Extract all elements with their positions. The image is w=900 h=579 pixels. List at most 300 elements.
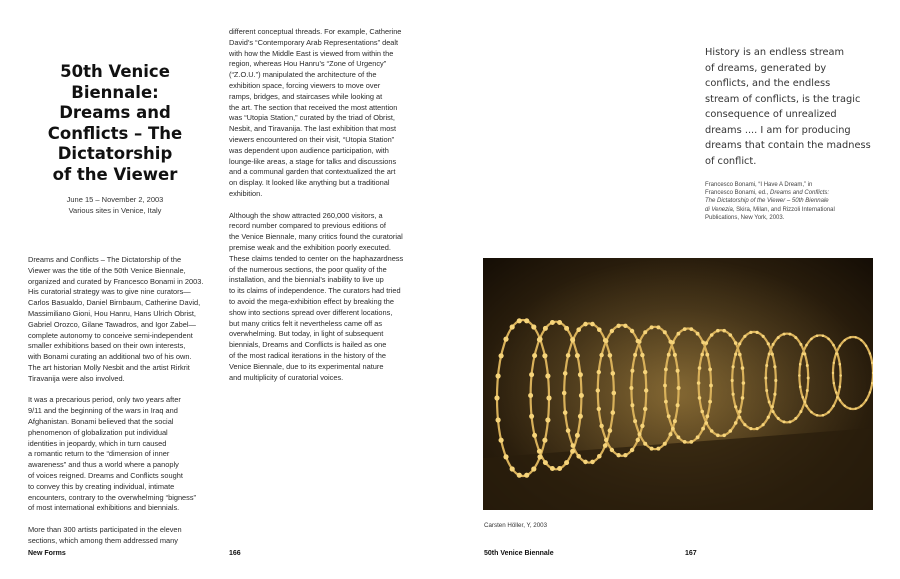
body-text-line: to its claims of independence. The curators had tried <box>229 286 401 296</box>
lamp-bulb <box>799 363 802 366</box>
body-text-line: Venice Biennale, due to its experimental nature <box>229 361 384 371</box>
exhibition-venue: Various sites in Venice, Italy <box>68 206 162 215</box>
title-line: of the Viewer <box>52 164 178 184</box>
lamp-bulb <box>710 429 714 433</box>
lamp-bulb <box>839 399 841 401</box>
lamp-bulb <box>701 427 705 431</box>
title-line: Conflicts – The <box>47 123 183 143</box>
lamp-bulb <box>557 320 562 325</box>
lamp-bulb <box>677 386 681 390</box>
body-text-line: with Bonami curating an additional two of his own. <box>28 352 192 362</box>
installation-photo <box>483 258 873 510</box>
page-title <box>20 62 210 185</box>
lamp-bulb <box>772 410 775 413</box>
lamp-bulb <box>608 353 613 358</box>
body-text-line: biennials, Dreams and Conflicts is hailed as one <box>229 340 387 350</box>
quote-line: dreams .... I am for producing <box>705 124 851 136</box>
body-text-line: The art historian Molly Nesbit and the artist Rirkrit <box>28 362 190 372</box>
lamp-bulb <box>734 353 737 356</box>
lamp-bulb <box>638 432 642 436</box>
body-text-line: was dependent upon audience participation, with <box>229 145 389 155</box>
lamp-bulb <box>756 331 759 334</box>
lamp-bulb <box>734 405 737 408</box>
lamp-bulb <box>656 325 660 329</box>
lamp-bulb <box>855 407 857 409</box>
lamp-bulb <box>664 400 668 404</box>
lamp-bulb <box>667 414 671 418</box>
lamp-bulb <box>771 353 774 356</box>
lamp-bulb <box>810 338 813 341</box>
lamp-bulb <box>608 428 613 433</box>
body-text-line: overwhelming. But today, in light of subsequent <box>229 329 384 339</box>
lamp-bulb <box>542 438 547 443</box>
quote-line: History is an endless stream <box>705 47 845 58</box>
lamp-bulb <box>532 353 537 358</box>
lamp-bulb <box>630 448 634 452</box>
lamp-bulb <box>783 333 786 336</box>
lamp-bulb <box>599 424 603 428</box>
lamp-bulb <box>550 320 555 325</box>
paragraph-gap <box>28 514 203 525</box>
citation-line <box>705 206 835 214</box>
lamp-bulb <box>836 396 839 399</box>
lamp-bulb <box>771 405 774 408</box>
lamp-bulb <box>860 339 862 341</box>
lamp-bulb <box>732 393 735 396</box>
lamp-bulb <box>603 443 608 448</box>
lamp-bulb <box>537 454 542 459</box>
lamp-bulb <box>640 353 644 357</box>
lamp-bulb <box>531 466 536 471</box>
lamp-bulb <box>799 343 802 346</box>
body-text-line: exhibition space, forcing viewers to move over <box>229 80 381 90</box>
lamp-bulb <box>583 322 588 327</box>
lamp-bulb <box>529 414 534 419</box>
lamp-bulb <box>623 453 627 457</box>
lamp-bulb <box>611 371 616 376</box>
lamp-bulb <box>564 326 569 331</box>
lamp-bulb <box>833 382 835 384</box>
lamp-bulb <box>570 449 575 454</box>
lamp-bulb <box>633 419 637 423</box>
lamp-bulb <box>630 369 634 373</box>
lamp-bulb <box>849 407 851 409</box>
title-line: Dreams and <box>59 103 171 122</box>
lamp-bulb <box>529 372 534 377</box>
lamp-bulb <box>576 454 581 459</box>
body-text-line: (“Z.O.U.”) manipulated the architecture of the <box>229 70 377 80</box>
lamp-bulb <box>590 460 595 465</box>
lamp-bulb <box>537 337 542 342</box>
body-column-1 <box>28 255 203 547</box>
lamp-bulb <box>732 365 735 368</box>
body-text-line: region, whereas Hou Hanru’s “Zone of Urgency” <box>229 59 387 69</box>
lamp-bulb <box>689 327 693 331</box>
lamp-bulb <box>667 353 671 357</box>
lamp-bulb <box>742 381 746 385</box>
lamp-bulb <box>860 405 862 407</box>
lamp-bulb <box>643 407 647 411</box>
quote-line: of conflict. <box>705 155 757 167</box>
citation-line <box>705 189 835 197</box>
lamp-bulb <box>546 395 551 400</box>
body-text-line: More than 300 artists participated in the eleven <box>28 524 182 534</box>
lamp-bulb <box>644 388 648 392</box>
citation-line: Francesco Bonami, “I Have A Dream,” in <box>705 182 813 188</box>
lamp-bulb <box>839 374 842 377</box>
lamp-bulb <box>832 405 835 408</box>
lamp-bulb <box>803 401 806 404</box>
quote-citation <box>705 181 835 222</box>
lamp-bulb <box>801 353 804 356</box>
lamp-rings-illustration <box>483 258 873 510</box>
lamp-bulb <box>749 331 752 334</box>
body-text-line: Dreams and Conflicts – The Dictatorship of the <box>28 255 182 264</box>
body-text-line: record number compared to previous editions of <box>229 221 386 231</box>
body-text-line: Nesbit, and Tiravanija. The last exhibition that most <box>229 124 397 134</box>
lamp-bulb <box>664 368 668 372</box>
body-text-line: show into sections spread over different locations, <box>229 307 393 317</box>
lamp-bulb <box>749 427 752 430</box>
lamp-bulb <box>822 414 825 417</box>
lamp-bulb <box>630 403 634 407</box>
lamp-bulb <box>557 466 562 471</box>
lamp-bulb <box>729 429 733 433</box>
body-text-line: David’s “Contemporary Arab Representations” dealt <box>229 37 399 47</box>
lamp-bulb <box>545 417 550 422</box>
lamp-bulb <box>765 364 768 367</box>
citation-book-title: The Dictatorship of the Viewer – 50th Biennale <box>705 198 829 205</box>
lamp-bulb <box>517 318 522 323</box>
lamp-bulb <box>578 372 583 377</box>
citation-line <box>705 197 835 205</box>
body-text-line: smaller exhibitions based on their own interests, <box>28 341 186 351</box>
lamp-bulb <box>705 421 709 425</box>
lamp-bulb <box>524 473 529 478</box>
body-text-line: with how the Middle East is viewed from within the <box>229 48 394 58</box>
lamp-bulb <box>543 326 548 331</box>
body-text-line: of the numerous sections, the poor quality of the <box>229 264 387 274</box>
lamp-bulb <box>612 391 617 396</box>
body-text-line: of the most radical iterations in the history of the <box>229 350 386 360</box>
lamp-bulb <box>807 377 810 380</box>
lamp-bulb <box>616 453 620 457</box>
lamp-bulb <box>671 341 675 345</box>
lamp-bulb <box>676 403 680 407</box>
lamp-bulb <box>708 368 712 372</box>
lamp-bulb <box>590 322 595 327</box>
lamp-bulb <box>643 442 647 446</box>
lamp-bulb <box>762 423 765 426</box>
lamp-bulb <box>827 338 830 341</box>
body-text-line: premise weak and the exhibition poorly executed. <box>229 242 391 252</box>
body-text-line: of most international exhibitions and biennials. <box>28 503 180 513</box>
paragraph-gap <box>229 200 403 211</box>
lamp-bulb <box>499 438 504 443</box>
lamp-bulb <box>575 353 580 358</box>
body-text-line: on display. It looked like anything but a traditional <box>229 178 390 188</box>
lamp-bulb <box>716 329 720 333</box>
lamp-bulb <box>656 447 660 451</box>
body-text-line: organized and curated by Francesco Bonami in 2003. <box>28 276 204 286</box>
body-text-line: These claims tended to center on the haphazardness <box>229 253 404 263</box>
lamp-bulb <box>599 353 603 357</box>
lamp-bulb <box>705 341 709 345</box>
lamp-bulb <box>777 417 780 420</box>
lamp-bulb <box>623 324 627 328</box>
lamp-bulb <box>698 396 702 400</box>
lamp-bulb <box>869 391 871 393</box>
lamp-bulb <box>571 443 576 448</box>
lamp-bulb <box>762 335 765 338</box>
page-number-left: 166 <box>229 550 241 557</box>
lamp-bulb <box>697 381 701 385</box>
lamp-bulb <box>700 410 704 414</box>
quote-line: of dreams, generated by <box>705 62 827 74</box>
lamp-bulb <box>743 335 746 338</box>
lamp-bulb <box>849 336 851 338</box>
lamp-bulb <box>865 345 867 347</box>
lamp-bulb <box>835 352 837 354</box>
lamp-bulb <box>510 466 515 471</box>
lamp-bulb <box>844 405 846 407</box>
lamp-bulb <box>673 419 677 423</box>
lamp-bulb <box>564 460 569 465</box>
lamp-bulb <box>494 395 499 400</box>
lamp-bulb <box>816 334 819 337</box>
lamp-bulb <box>542 353 547 358</box>
lamp-bulb <box>855 336 857 338</box>
lamp-bulb <box>663 330 667 334</box>
citation-book-title: di Venezia <box>705 206 733 213</box>
lamp-bulb <box>640 424 644 428</box>
lamp-bulb <box>597 407 601 411</box>
lamp-bulb <box>531 324 536 329</box>
body-text-line: awareness” and thus a world where a panoply <box>28 460 179 470</box>
lamp-bulb <box>528 393 533 398</box>
lamp-bulb <box>669 432 673 436</box>
body-text-line: to convey this by creating individual, intimate <box>28 481 175 491</box>
lamp-bulb <box>611 410 616 415</box>
lamp-bulb <box>765 389 768 392</box>
lamp-bulb <box>844 339 846 341</box>
footer-section-right: 50th Venice Biennale <box>484 550 554 557</box>
footer-section-left: New Forms <box>28 550 66 557</box>
lamp-bulb <box>683 440 687 444</box>
lamp-bulb <box>777 336 780 339</box>
lamp-bulb <box>767 416 770 419</box>
pull-quote <box>705 45 871 169</box>
lamp-bulb <box>696 435 700 439</box>
lamp-bulb <box>696 332 700 336</box>
lamp-bulb <box>503 337 508 342</box>
lamp-bulb <box>806 389 809 392</box>
lamp-bulb <box>689 440 693 444</box>
body-text-line: Tiravanija were also involved. <box>28 373 125 383</box>
lamp-bulb <box>773 393 776 396</box>
quote-line: dreams that contain the madness <box>705 140 871 151</box>
body-text-line: Viewer was the title of the 50th Venice Biennale, <box>28 265 186 275</box>
lamp-bulb <box>738 410 742 414</box>
lamp-bulb <box>510 324 515 329</box>
lamp-bulb <box>835 391 837 393</box>
body-text-line: phenomenon of globalization put individual <box>28 427 168 437</box>
lamp-bulb <box>633 353 637 357</box>
lamp-bulb <box>663 442 667 446</box>
lamp-bulb <box>566 353 571 358</box>
body-text-line: the art. The section that received the most attention <box>229 102 398 112</box>
lamp-bulb <box>503 454 508 459</box>
citation-text: , Skira, Milan, and Rizzoli International <box>732 206 835 213</box>
lamp-bulb <box>772 343 775 346</box>
lamp-bulb <box>616 324 620 328</box>
lamp-bulb <box>734 421 738 425</box>
photo-caption: Carsten Höller, Y, 2003 <box>484 522 548 529</box>
lamp-bulb <box>677 332 681 336</box>
lamp-bulb <box>806 364 809 367</box>
lamp-bulb <box>798 374 801 377</box>
body-text-line: of voices reigned. Dreams and Conflicts sought <box>28 470 183 480</box>
lamp-bulb <box>563 410 568 415</box>
lamp-bulb <box>596 388 600 392</box>
lamp-bulb <box>722 434 726 438</box>
body-text-line: exhibition. <box>229 188 263 198</box>
lamp-bulb <box>729 333 733 337</box>
lamp-bulb <box>604 339 608 343</box>
lamp-bulb <box>839 363 842 366</box>
lamp-bulb <box>571 338 576 343</box>
lamp-bulb <box>839 345 841 347</box>
body-text-line: Although the show attracted 260,000 visitors, a <box>229 210 383 220</box>
lamp-bulb <box>709 384 713 388</box>
body-text-line: installation, and the biennial’s inability to live up <box>229 275 384 285</box>
lamp-bulb <box>816 414 819 417</box>
body-text-line: His curatorial strategy was to give nine curators— <box>28 287 191 297</box>
body-text-line: identities in jeopardy, which in turn caused <box>28 438 167 448</box>
lamp-bulb <box>705 414 709 418</box>
lamp-bulb <box>550 466 555 471</box>
citation-text: Francesco Bonami, ed., <box>705 190 771 197</box>
lamp-bulb <box>789 420 792 423</box>
lamp-bulb <box>768 401 771 404</box>
lamp-bulb <box>869 352 871 354</box>
lamp-bulb <box>801 396 804 399</box>
paragraph-gap <box>28 385 203 396</box>
lamp-bulb <box>677 435 681 439</box>
lamp-bulb <box>710 333 714 337</box>
title-line: 50th Venice <box>60 62 170 81</box>
lamp-bulb <box>738 342 741 345</box>
lamp-bulb <box>643 330 647 334</box>
body-text-line: It was a precarious period, only two years after <box>28 395 181 405</box>
lamp-bulb <box>701 341 705 345</box>
lamp-bulb <box>768 353 771 356</box>
exhibition-dates: June 15 – November 2, 2003 <box>66 195 164 204</box>
lamp-bulb <box>773 365 776 368</box>
citation-book-title: Dreams and Conflicts: <box>770 190 830 197</box>
lamp-bulb <box>610 329 614 333</box>
lamp-bulb <box>517 473 522 478</box>
lamp-bulb <box>578 414 583 419</box>
lamp-bulb <box>705 353 709 357</box>
lamp-bulb <box>524 318 529 323</box>
lamp-bulb <box>597 454 602 459</box>
lamp-bulb <box>764 377 767 380</box>
quote-line: stream of conflicts, is the tragic <box>705 93 861 105</box>
lamp-bulb <box>805 344 808 347</box>
body-text-line: viewers encountered on their visit, “Utopia Station” <box>229 134 395 144</box>
lamp-bulb <box>832 372 834 374</box>
body-text-line: complete autonomy to conceive semi-independent <box>28 330 193 340</box>
body-text-line: Massimiliano Gioni, Hou Hanru, Hans Ulrich Obrist, <box>28 308 196 318</box>
body-text-line: Afghanistan. Bonami believed that the social <box>28 416 174 426</box>
quote-line: consequence of unrealized <box>705 109 837 120</box>
lamp-bulb <box>610 448 614 452</box>
lamp-bulb <box>774 379 777 382</box>
lamp-bulb <box>741 396 745 400</box>
lamp-bulb <box>630 329 634 333</box>
lamp-bulb <box>833 362 835 364</box>
lamp-bulb <box>738 353 742 357</box>
body-text-line: Gabriel Orozco, Gilane Tawadros, and Igor Zabel— <box>28 319 196 329</box>
lamp-bulb <box>741 366 745 370</box>
body-text-line: 9/11 and the beginning of the wars in Iraq and <box>28 406 178 416</box>
lamp-bulb <box>537 449 542 454</box>
lamp-bulb <box>794 417 797 420</box>
lamp-bulb <box>496 373 501 378</box>
body-text-line: and a communal garden that contextualized the art <box>229 167 396 177</box>
lamp-bulb <box>698 366 702 370</box>
lamp-bulb <box>650 325 654 329</box>
lamp-bulb <box>738 416 741 419</box>
lamp-bulb <box>756 427 759 430</box>
lamp-bulb <box>839 386 842 389</box>
lamp-bulb <box>579 393 584 398</box>
body-text-line: sections, which among them addressed many <box>28 535 178 545</box>
lamp-bulb <box>496 417 501 422</box>
body-text-line: different conceptual threads. For example, Catherine <box>229 27 402 36</box>
lamp-bulb <box>566 428 571 433</box>
lamp-bulb <box>810 411 813 414</box>
title-line: Biennale: <box>71 82 159 102</box>
lamp-bulb <box>532 433 537 438</box>
page-number-right: 167 <box>685 550 697 557</box>
lamp-bulb <box>562 391 567 396</box>
lamp-bulb <box>827 411 830 414</box>
lamp-bulb <box>789 333 792 336</box>
body-text-line: Carlos Basualdo, Daniel Birnbaum, Catherine David, <box>28 298 201 308</box>
lamp-bulb <box>638 340 642 344</box>
lamp-bulb <box>499 353 504 358</box>
lamp-bulb <box>671 427 675 431</box>
lamp-bulb <box>783 420 786 423</box>
body-text-line: lounge-like areas, a stage for talks and discussions <box>229 156 397 166</box>
body-column-2 <box>229 27 403 383</box>
lamp-bulb <box>716 434 720 438</box>
lamp-bulb <box>799 410 802 413</box>
lamp-bulb <box>708 400 712 404</box>
lamp-bulb <box>650 447 654 451</box>
lamp-bulb <box>743 423 746 426</box>
lamp-bulb <box>636 438 640 442</box>
lamp-bulb <box>629 386 633 390</box>
body-text-line: was “Utopia Station,” curated by the triad of Obrist, <box>229 113 395 123</box>
lamp-bulb <box>597 327 602 332</box>
lamp-bulb <box>794 336 797 339</box>
lamp-bulb <box>583 460 588 465</box>
lamp-bulb <box>545 373 550 378</box>
lamp-bulb <box>563 371 568 376</box>
